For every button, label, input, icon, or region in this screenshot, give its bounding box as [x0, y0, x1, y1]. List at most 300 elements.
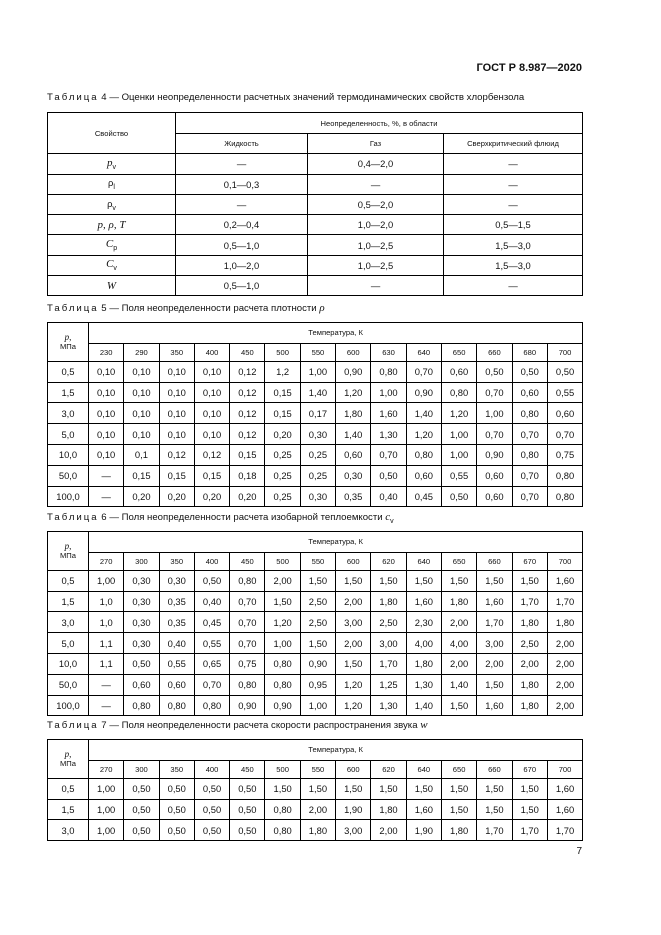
table7-caption-text: — Поля неопределенности расчета скорости распространения звука	[109, 720, 418, 731]
temperature-cell: 550	[300, 552, 335, 570]
value-cell: 1,50	[300, 633, 335, 654]
value-cell: 1,00	[265, 633, 300, 654]
value-cell: 0,10	[159, 403, 194, 424]
value-cell: 1,50	[265, 591, 300, 612]
value-cell: —	[89, 486, 124, 507]
value-cell: 0,65	[194, 653, 229, 674]
pressure-cell: 1,5	[48, 591, 89, 612]
uncertainty-gas-cell: 0,4—2,0	[308, 154, 444, 174]
header-row	[48, 323, 583, 344]
table-row	[48, 424, 583, 445]
value-cell: 0,12	[230, 382, 265, 403]
value-cell: 1,50	[265, 778, 300, 799]
temperature-cell: 550	[300, 343, 335, 361]
table4-caption-text: — Оценки неопределенности расчетных значений термодинамических свойств хлорбензола	[109, 92, 525, 103]
temperature-cell: 700	[547, 552, 582, 570]
table-row	[48, 235, 583, 255]
value-cell: 0,70	[230, 612, 265, 633]
value-cell: 2,50	[512, 633, 547, 654]
table4-header-property: Свойство	[48, 113, 176, 154]
temperature-header: Температура, К	[89, 740, 583, 761]
value-cell: 0,20	[159, 486, 194, 507]
value-cell: 2,00	[265, 570, 300, 591]
value-cell: 1,50	[512, 778, 547, 799]
value-cell: 1,20	[406, 424, 441, 445]
value-cell: 0,10	[194, 361, 229, 382]
uncertainty-fluid-cell: —	[444, 154, 583, 174]
value-cell: 0,30	[300, 424, 335, 445]
value-cell: 1,20	[441, 403, 476, 424]
uncertainty-gas-cell: —	[308, 276, 444, 296]
value-cell: 1,70	[477, 820, 512, 841]
value-cell: 1,80	[547, 612, 582, 633]
table4-header-liquid: Жидкость	[176, 134, 308, 154]
temperature-cell: 350	[159, 760, 194, 778]
uncertainty-liquid-cell: 0,5—1,0	[176, 276, 308, 296]
table-row	[48, 174, 583, 194]
value-cell: 1,60	[406, 591, 441, 612]
value-cell: 0,10	[89, 403, 124, 424]
value-cell: 1,80	[406, 653, 441, 674]
value-cell: 0,20	[194, 486, 229, 507]
value-cell: 0,40	[159, 633, 194, 654]
value-cell: 0,10	[89, 361, 124, 382]
uncertainty-gas-cell: 1,0—2,0	[308, 215, 444, 235]
value-cell: 1,80	[371, 799, 406, 820]
value-cell: 0,10	[89, 444, 124, 465]
uncertainty-gas-cell: 1,0—2,5	[308, 235, 444, 255]
value-cell: 1,50	[371, 570, 406, 591]
value-cell: 1,80	[512, 695, 547, 716]
value-cell: 2,00	[547, 695, 582, 716]
pressure-unit: МПа	[59, 341, 76, 351]
table6	[47, 531, 583, 716]
value-cell: 0,90	[265, 695, 300, 716]
value-cell: 0,10	[194, 403, 229, 424]
table4-header-uncertainty: Неопределенность, %, в области	[176, 113, 583, 134]
value-cell: 0,70	[371, 444, 406, 465]
table-row	[48, 695, 583, 716]
value-cell: 1,50	[512, 570, 547, 591]
value-cell: 1,50	[477, 570, 512, 591]
pressure-unit: МПа	[59, 758, 76, 768]
temperature-cell: 620	[371, 760, 406, 778]
value-cell: 0,60	[477, 486, 512, 507]
table-row	[48, 276, 583, 296]
value-cell: 0,70	[477, 424, 512, 445]
table-row	[48, 255, 583, 275]
value-cell: 0,25	[300, 465, 335, 486]
value-cell: 0,60	[477, 465, 512, 486]
pressure-cell: 0,5	[48, 778, 89, 799]
value-cell: 1,50	[477, 799, 512, 820]
value-cell: 0,50	[194, 570, 229, 591]
property-subscript: v	[112, 163, 116, 171]
value-cell: 1,30	[371, 424, 406, 445]
value-cell: 2,00	[371, 820, 406, 841]
temperature-row	[48, 343, 583, 361]
value-cell: 2,00	[300, 799, 335, 820]
value-cell: 0,50	[371, 465, 406, 486]
value-cell: 0,15	[124, 465, 159, 486]
value-cell: 0,70	[230, 591, 265, 612]
value-cell: 2,50	[300, 591, 335, 612]
value-cell: 0,80	[265, 799, 300, 820]
value-cell: 0,90	[230, 695, 265, 716]
pressure-cell: 3,0	[48, 820, 89, 841]
value-cell: 1,70	[477, 612, 512, 633]
value-cell: 1,70	[547, 591, 582, 612]
pressure-unit: МПа	[59, 550, 76, 560]
value-cell: 0,60	[159, 674, 194, 695]
temperature-cell: 670	[512, 552, 547, 570]
pressure-cell: 5,0	[48, 424, 89, 445]
value-cell: 0,30	[159, 570, 194, 591]
value-cell: 1,80	[512, 674, 547, 695]
value-cell: 0,10	[124, 424, 159, 445]
table7-caption-number: 7	[101, 720, 107, 731]
header-row	[48, 532, 583, 553]
temperature-cell: 700	[547, 760, 582, 778]
value-cell: 0,15	[194, 465, 229, 486]
value-cell: 1,1	[89, 633, 124, 654]
value-cell: 1,20	[336, 695, 371, 716]
table-row	[48, 820, 583, 841]
value-cell: 0,15	[159, 465, 194, 486]
temperature-cell: 660	[477, 343, 512, 361]
uncertainty-liquid-cell: —	[176, 154, 308, 174]
value-cell: 2,00	[441, 612, 476, 633]
value-cell: 0,30	[336, 465, 371, 486]
value-cell: 1,60	[547, 570, 582, 591]
property-symbol: ρ	[108, 177, 114, 189]
value-cell: 1,60	[477, 695, 512, 716]
value-cell: 0,80	[512, 403, 547, 424]
value-cell: 1,80	[441, 591, 476, 612]
value-cell: 0,50	[477, 361, 512, 382]
pressure-cell: 3,0	[48, 403, 89, 424]
value-cell: 4,00	[406, 633, 441, 654]
value-cell: 1,50	[512, 799, 547, 820]
value-cell: 0,20	[124, 486, 159, 507]
value-cell: 1,60	[406, 799, 441, 820]
table6-caption-text: — Поля неопределенности расчета изобарной теплоемкости	[109, 512, 383, 523]
value-cell: 0,70	[406, 361, 441, 382]
table7-caption-symbol: w	[420, 719, 428, 731]
value-cell: 0,70	[512, 424, 547, 445]
property-cell	[48, 154, 176, 174]
temperature-cell: 650	[441, 760, 476, 778]
temperature-cell: 680	[512, 343, 547, 361]
value-cell: 0,80	[230, 570, 265, 591]
table4-caption	[47, 92, 524, 103]
value-cell: 1,50	[336, 570, 371, 591]
value-cell: 1,30	[371, 695, 406, 716]
value-cell: 0,80	[512, 444, 547, 465]
value-cell: 0,50	[124, 653, 159, 674]
value-cell: 1,0	[89, 612, 124, 633]
value-cell: 1,80	[441, 820, 476, 841]
temperature-cell: 300	[124, 760, 159, 778]
table5-caption-number: 5	[101, 303, 107, 314]
value-cell: 0,25	[265, 465, 300, 486]
header-row	[48, 740, 583, 761]
value-cell: 0,70	[194, 674, 229, 695]
property-cell	[48, 235, 176, 255]
value-cell: 0,12	[159, 444, 194, 465]
temperature-cell: 630	[371, 343, 406, 361]
value-cell: 2,00	[547, 653, 582, 674]
table7-caption	[47, 719, 428, 731]
pressure-cell: 50,0	[48, 674, 89, 695]
table-row	[48, 799, 583, 820]
uncertainty-gas-cell: 0,5—2,0	[308, 194, 444, 214]
temperature-cell: 400	[194, 760, 229, 778]
pressure-cell: 50,0	[48, 465, 89, 486]
pressure-header	[48, 532, 89, 571]
property-symbol: W	[106, 279, 117, 292]
value-cell: 1,40	[336, 424, 371, 445]
table-row	[48, 612, 583, 633]
temperature-cell: 450	[230, 552, 265, 570]
temperature-cell: 500	[265, 760, 300, 778]
temperature-cell: 230	[89, 343, 124, 361]
value-cell: 0,50	[159, 799, 194, 820]
value-cell: 0,55	[159, 653, 194, 674]
value-cell: 0,90	[336, 361, 371, 382]
value-cell: 0,80	[265, 820, 300, 841]
value-cell: 1,00	[89, 778, 124, 799]
temperature-cell: 270	[89, 552, 124, 570]
value-cell: 1,00	[441, 444, 476, 465]
temperature-cell: 640	[406, 552, 441, 570]
temperature-cell: 450	[230, 343, 265, 361]
page-number: 7	[576, 846, 582, 857]
value-cell: 1,00	[371, 382, 406, 403]
pressure-header	[48, 323, 89, 362]
value-cell: 0,50	[159, 778, 194, 799]
value-cell: 2,00	[547, 633, 582, 654]
property-symbol: p	[107, 157, 113, 169]
value-cell: 0,50	[194, 820, 229, 841]
temperature-cell: 660	[477, 760, 512, 778]
value-cell: 1,2	[265, 361, 300, 382]
value-cell: 1,40	[406, 695, 441, 716]
pressure-cell: 100,0	[48, 695, 89, 716]
value-cell: 0,80	[547, 486, 582, 507]
value-cell: 1,00	[477, 403, 512, 424]
value-cell: 0,30	[300, 486, 335, 507]
value-cell: 0,80	[265, 653, 300, 674]
value-cell: 1,20	[336, 382, 371, 403]
value-cell: 0,50	[124, 799, 159, 820]
temperature-cell: 600	[336, 552, 371, 570]
value-cell: 0,55	[547, 382, 582, 403]
temperature-cell: 500	[265, 552, 300, 570]
property-symbol: C	[106, 258, 114, 271]
pressure-symbol: p,	[64, 748, 72, 759]
table-row	[48, 403, 583, 424]
table-row	[48, 194, 583, 214]
value-cell: 0,60	[547, 403, 582, 424]
value-cell: 1,40	[300, 382, 335, 403]
value-cell: 1,60	[547, 778, 582, 799]
value-cell: 1,50	[300, 570, 335, 591]
value-cell: 1,60	[371, 403, 406, 424]
value-cell: 0,40	[371, 486, 406, 507]
value-cell: 1,70	[512, 820, 547, 841]
value-cell: 0,12	[230, 403, 265, 424]
value-cell: 0,10	[194, 424, 229, 445]
value-cell: 2,00	[336, 633, 371, 654]
value-cell: 0,50	[159, 820, 194, 841]
value-cell: 0,15	[265, 403, 300, 424]
value-cell: 1,50	[406, 778, 441, 799]
value-cell: 0,80	[371, 361, 406, 382]
pressure-symbol: p,	[64, 331, 72, 342]
value-cell: 1,90	[406, 820, 441, 841]
value-cell: 1,40	[441, 674, 476, 695]
value-cell: 1,60	[547, 799, 582, 820]
table-row	[48, 570, 583, 591]
temperature-cell: 550	[300, 760, 335, 778]
property-cell	[48, 194, 176, 214]
table6-caption-symbol: c	[385, 511, 391, 523]
pressure-header	[48, 740, 89, 779]
value-cell: 0,50	[124, 820, 159, 841]
value-cell: 2,00	[336, 591, 371, 612]
document-id-header: ГОСТ Р 8.987—2020	[476, 62, 582, 74]
value-cell: 0,10	[124, 361, 159, 382]
value-cell: 1,50	[336, 778, 371, 799]
value-cell: 2,50	[300, 612, 335, 633]
value-cell: 0,15	[265, 382, 300, 403]
value-cell: 0,90	[406, 382, 441, 403]
table-row	[48, 633, 583, 654]
value-cell: 0,50	[194, 799, 229, 820]
pressure-cell: 1,5	[48, 799, 89, 820]
value-cell: —	[89, 674, 124, 695]
value-cell: 1,70	[547, 820, 582, 841]
value-cell: 0,75	[230, 653, 265, 674]
value-cell: 1,25	[371, 674, 406, 695]
value-cell: 0,50	[230, 799, 265, 820]
value-cell: 0,40	[194, 591, 229, 612]
uncertainty-liquid-cell: 0,1—0,3	[176, 174, 308, 194]
table-row	[48, 382, 583, 403]
value-cell: 0,90	[477, 444, 512, 465]
value-cell: 1,80	[371, 591, 406, 612]
value-cell: 0,80	[124, 695, 159, 716]
value-cell: 1,00	[89, 799, 124, 820]
value-cell: 0,60	[406, 465, 441, 486]
table5-caption-word: Таблица	[47, 303, 99, 314]
temperature-cell: 400	[194, 552, 229, 570]
value-cell: 0,50	[230, 820, 265, 841]
value-cell: 0,18	[230, 465, 265, 486]
value-cell: 0,1	[124, 444, 159, 465]
value-cell: 0,60	[124, 674, 159, 695]
temperature-cell: 270	[89, 760, 124, 778]
value-cell: 2,00	[512, 653, 547, 674]
value-cell: 0,10	[159, 424, 194, 445]
value-cell: 0,10	[159, 382, 194, 403]
table4-caption-word: Таблица	[47, 92, 99, 103]
property-cell	[48, 174, 176, 194]
value-cell: 0,45	[194, 612, 229, 633]
value-cell: 0,50	[124, 778, 159, 799]
temperature-cell: 700	[547, 343, 582, 361]
value-cell: 3,00	[336, 612, 371, 633]
value-cell: 0,25	[300, 444, 335, 465]
value-cell: 1,70	[512, 591, 547, 612]
table-row	[48, 154, 583, 174]
property-symbol: C	[105, 238, 114, 251]
table-row	[48, 215, 583, 235]
temperature-cell: 640	[406, 760, 441, 778]
temperature-cell: 600	[336, 343, 371, 361]
temperature-cell: 500	[265, 343, 300, 361]
temperature-cell: 350	[159, 343, 194, 361]
table7-caption-word: Таблица	[47, 720, 99, 731]
value-cell: 1,80	[512, 612, 547, 633]
value-cell: 1,0	[89, 591, 124, 612]
uncertainty-liquid-cell: —	[176, 194, 308, 214]
value-cell: 1,50	[441, 778, 476, 799]
value-cell: 0,95	[300, 674, 335, 695]
value-cell: 0,35	[336, 486, 371, 507]
pressure-cell: 100,0	[48, 486, 89, 507]
temperature-cell: 660	[477, 552, 512, 570]
value-cell: 0,35	[159, 591, 194, 612]
temperature-cell: 650	[441, 552, 476, 570]
value-cell: 0,35	[159, 612, 194, 633]
value-cell: 1,00	[89, 570, 124, 591]
property-symbol: ρ	[107, 197, 113, 209]
value-cell: 2,00	[441, 653, 476, 674]
value-cell: 0,50	[441, 486, 476, 507]
table-row	[48, 486, 583, 507]
property-cell	[48, 255, 176, 275]
table5-caption	[47, 302, 325, 314]
temperature-cell: 640	[406, 343, 441, 361]
value-cell: 0,12	[230, 361, 265, 382]
property-subscript: l	[113, 184, 115, 192]
value-cell: 1,50	[406, 570, 441, 591]
uncertainty-liquid-cell: 1,0—2,0	[176, 255, 308, 275]
temperature-cell: 600	[336, 760, 371, 778]
value-cell: 0,10	[159, 361, 194, 382]
pressure-cell: 1,5	[48, 382, 89, 403]
pressure-cell: 0,5	[48, 361, 89, 382]
value-cell: 0,55	[441, 465, 476, 486]
value-cell: 1,30	[406, 674, 441, 695]
property-subscript: v	[112, 204, 116, 212]
value-cell: 1,50	[441, 570, 476, 591]
temperature-header: Температура, К	[89, 532, 583, 553]
value-cell: 1,40	[406, 403, 441, 424]
value-cell: 0,12	[194, 444, 229, 465]
value-cell: 0,55	[194, 633, 229, 654]
table-row	[48, 591, 583, 612]
value-cell: —	[89, 465, 124, 486]
uncertainty-gas-cell: —	[308, 174, 444, 194]
value-cell: 0,30	[124, 570, 159, 591]
value-cell: 0,80	[194, 695, 229, 716]
table5-caption-text: — Поля неопределенности расчета плотности	[109, 303, 317, 314]
value-cell: 0,80	[547, 465, 582, 486]
table6-caption-word: Таблица	[47, 512, 99, 523]
